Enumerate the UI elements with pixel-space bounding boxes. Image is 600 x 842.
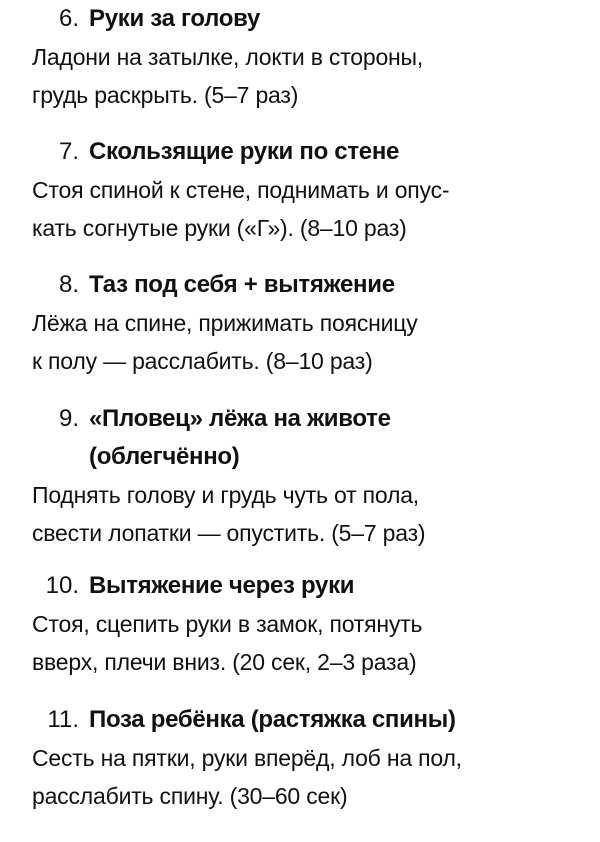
exercise-number: 9. <box>58 405 79 432</box>
exercise-heading <box>0 133 600 171</box>
exercise-11 <box>0 701 600 815</box>
exercise-title: «Пловец» лёжа на животе <box>89 405 391 432</box>
exercise-description-line: Лёжа на спине, прижимать поясницу <box>32 310 418 336</box>
exercise-description-line: грудь раскрыть. (5–7 раз) <box>32 82 299 108</box>
exercise-title: Скользящие руки по стене <box>89 138 400 165</box>
exercise-description-line: Ладони на затылке, локти в стороны, <box>32 44 424 70</box>
exercise-description-line: Сесть на пятки, руки вперёд, лоб на пол, <box>32 745 462 771</box>
exercise-description-line: кать согнутые руки («Г»). (8–10 раз) <box>32 215 407 241</box>
exercise-9 <box>0 400 600 552</box>
exercise-heading <box>0 567 600 605</box>
exercise-description-line: вверх, плечи вниз. (20 сек, 2–3 раза) <box>32 649 417 675</box>
exercise-description-line: Стоя, сцепить руки в замок, потянуть <box>32 611 423 637</box>
exercise-heading <box>0 701 600 739</box>
exercise-title: Вытяжение через руки <box>89 572 355 599</box>
exercise-number: 11. <box>47 706 79 733</box>
exercise-10 <box>0 567 600 681</box>
exercise-title: Поза ребёнка (растяжка спины) <box>89 706 456 733</box>
exercise-heading <box>0 0 600 38</box>
exercise-title: Руки за голову <box>89 5 261 32</box>
exercise-heading <box>0 266 600 304</box>
exercise-title: Таз под себя + вытяжение <box>89 271 395 298</box>
exercise-6 <box>0 0 600 114</box>
exercise-heading <box>0 400 600 438</box>
exercise-8 <box>0 266 600 380</box>
exercise-description-line: свести лопатки — опустить. (5–7 раз) <box>32 520 426 546</box>
exercise-7 <box>0 133 600 247</box>
exercise-description-line: к полу — расслабить. (8–10 раз) <box>32 348 373 374</box>
exercise-description-line: Стоя спиной к стене, поднимать и опус- <box>32 177 450 203</box>
exercise-number: 8. <box>58 271 79 298</box>
exercise-title-continuation: (облегчённо) <box>89 443 240 470</box>
exercise-number: 7. <box>58 138 79 165</box>
exercise-number: 10. <box>45 572 79 599</box>
exercise-number: 6. <box>58 5 79 32</box>
exercise-description-line: расслабить спину. (30–60 сек) <box>32 783 348 809</box>
exercise-description-line: Поднять голову и грудь чуть от пола, <box>32 482 419 508</box>
